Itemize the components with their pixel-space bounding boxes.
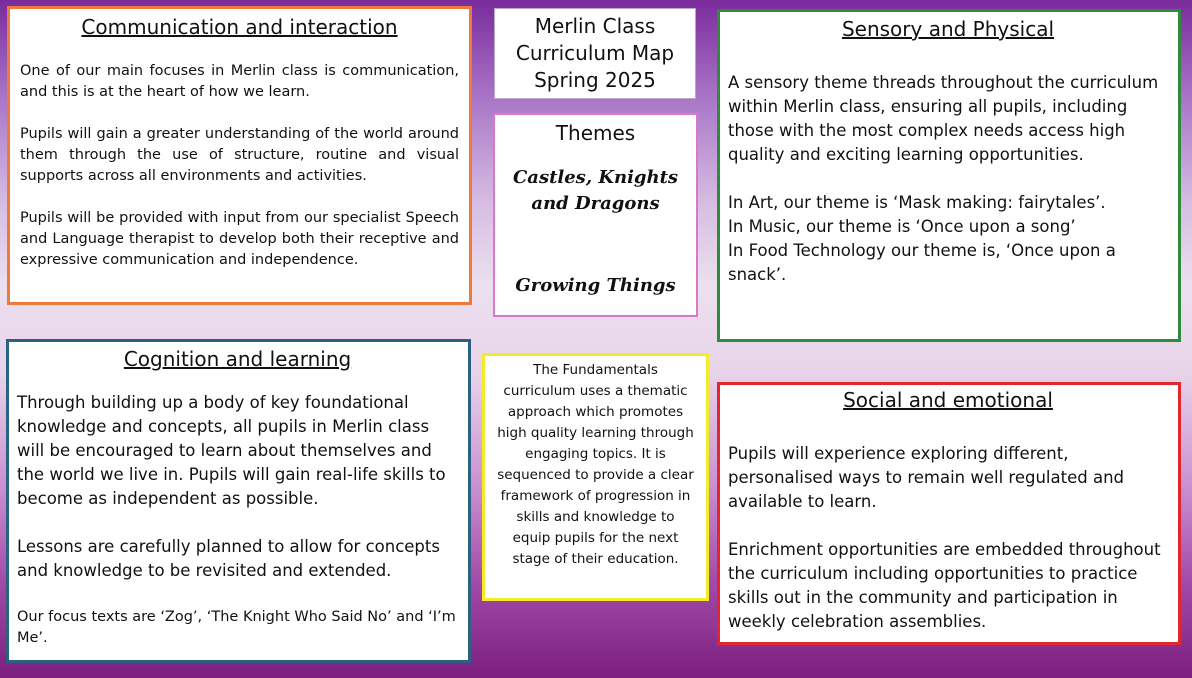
communication-paragraph-2: Pupils will gain a greater understanding of the world around them through the use of structure, routine and visual supports across all environments and activities. [20,126,459,184]
sensory-intro: A sensory theme threads throughout the curriculum within Merlin class, ensuring all pupils, including those with the most complex needs access high quality and exciting learning opportunities. [728,73,1159,164]
themes-panel [493,113,698,317]
themes-heading: Themes [555,121,636,145]
class-name: Merlin Class [534,14,656,38]
theme-item: Growing Things [515,275,676,296]
fundamentals-text: The Fundamentals curriculum uses a thematic approach which promotes high quality learning through engaging topics. It is sequenced to provide a clear framework of progression in skills and knowledge to equip pupils for the next stage of their education. [497,362,694,567]
cognition-title: Cognition and learning [123,347,352,371]
term: Spring 2025 [534,68,656,92]
communication-paragraph-1: One of our main focuses in Merlin class is communication, and this is at the heart of how we learn. [20,63,459,100]
class-header-panel [494,8,696,99]
sensory-title: Sensory and Physical [841,17,1055,41]
communication-paragraph-3: Pupils will be provided with input from our specialist Speech and Language therapist to develop both their receptive and expressive communication and independence. [20,210,459,268]
cognition-paragraph-2: Lessons are carefully planned to allow for concepts and knowledge to be revisited and extended. [17,537,440,580]
document-title: Curriculum Map [515,41,675,65]
communication-title: Communication and interaction [81,15,398,39]
fundamentals-panel [482,353,709,601]
sensory-panel [717,9,1181,342]
social-title: Social and emotional [843,388,1053,412]
communication-panel [7,6,472,305]
social-paragraph-2: Enrichment opportunities are embedded throughout the curriculum including opportunities to practice skills out in the community and participation in weekly celebration assemblies. [728,540,1161,631]
social-panel [717,382,1181,645]
cognition-focus-texts: Our focus texts are ‘Zog’, ‘The Knight Who Said No’ and ‘I’m Me’. [17,609,456,646]
sensory-art-line: In Art, our theme is ‘Mask making: fairytales’. [728,193,1106,212]
sensory-food-line: In Food Technology our theme is, ‘Once upon a snack’. [728,241,1116,284]
sensory-music-line: In Music, our theme is ‘Once upon a song’ [728,217,1076,236]
cognition-panel [6,339,471,663]
social-paragraph-1: Pupils will experience exploring different, personalised ways to remain well regulated and available to learn. [728,444,1125,511]
cognition-paragraph-1: Through building up a body of key foundational knowledge and concepts, all pupils in Merlin class will be encouraged to learn about themselves and the world we live in. Pupils will gain real-life skills to become as independent as possible. [17,393,446,508]
theme-item: Castles, Knights and Dragons [512,167,679,214]
